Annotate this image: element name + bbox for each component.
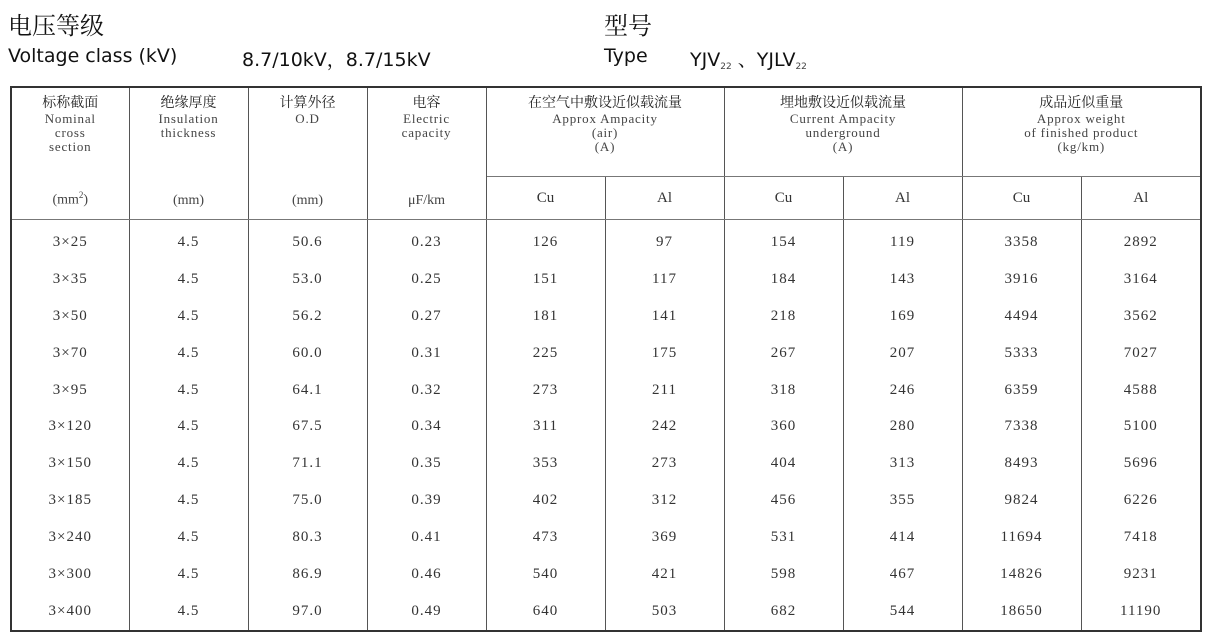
subheader-underground-cu: Cu [724,177,843,220]
table-cell: 4.5 [129,298,248,335]
type-value-2: YJLV [756,49,796,71]
table-cell: 71.1 [248,445,367,482]
table-cell: 14826 [962,556,1081,593]
table-cell: 0.35 [367,445,486,482]
table-cell: 4.5 [129,593,248,631]
voltage-class-value: 8.7/10kV，8.7/15kV [242,49,431,71]
table-cell: 6226 [1081,482,1201,519]
table-cell: 242 [605,408,724,445]
table-cell: 4.5 [129,445,248,482]
table-cell: 4.5 [129,482,248,519]
table-cell: 9824 [962,482,1081,519]
header-od-unit: (mm) [291,193,324,208]
type-cn-label: 型号 [604,12,652,40]
header-capacity-cn: 电容 [412,95,441,111]
table-cell: 640 [486,593,605,631]
table-cell: 3358 [962,220,1081,261]
table-cell: 5100 [1081,408,1201,445]
table-row [11,335,1201,372]
table-cell: 4.5 [129,220,248,261]
header-insulation-en1: Insulation [158,111,219,126]
table-cell: 0.41 [367,519,486,556]
table-cell: 184 [724,261,843,298]
table-cell: 4.5 [129,408,248,445]
table-cell: 126 [486,220,605,261]
table-cell: 3×25 [11,220,129,261]
header-insulation-en2: thickness [160,125,217,140]
table-cell: 355 [843,482,962,519]
table-cell: 0.49 [367,593,486,631]
unit-mm: (mm [52,193,79,208]
table-cell: 3×70 [11,335,129,372]
header-ampacity-air-en3: (A) [594,139,616,154]
table-cell: 503 [605,593,724,631]
unit-close: ) [83,193,89,208]
table-cell: 151 [486,261,605,298]
table-cell: 531 [724,519,843,556]
table-cell: 4.5 [129,261,248,298]
table-cell: 353 [486,445,605,482]
table-cell: 67.5 [248,408,367,445]
header-ampacity-underground-cn: 埋地敷设近似载流量 [780,95,906,111]
subheader-weight-cu: Cu [962,177,1081,220]
table-cell: 682 [724,593,843,631]
table-cell: 218 [724,298,843,335]
header-insulation [129,87,248,220]
table-cell: 0.39 [367,482,486,519]
header-insulation-cn: 绝缘厚度 [160,95,217,111]
table-cell: 9231 [1081,556,1201,593]
table-cell: 3×300 [11,556,129,593]
table-cell: 181 [486,298,605,335]
table-cell: 3164 [1081,261,1201,298]
table-cell: 18650 [962,593,1081,631]
table-cell: 0.34 [367,408,486,445]
table-cell: 3×150 [11,445,129,482]
table-cell: 97 [605,220,724,261]
table-cell: 97.0 [248,593,367,631]
table-cell: 0.23 [367,220,486,261]
cable-spec-table [10,86,1202,632]
table-cell: 273 [605,445,724,482]
table-cell: 56.2 [248,298,367,335]
table-cell: 211 [605,372,724,409]
header-nominal-section-en1: Nominal [44,111,96,126]
table-row [11,593,1201,631]
table-row [11,556,1201,593]
table-cell: 360 [724,408,843,445]
table-cell: 75.0 [248,482,367,519]
table-cell: 11694 [962,519,1081,556]
table-cell: 3×35 [11,261,129,298]
table-cell: 11190 [1081,593,1201,631]
table-row [11,372,1201,409]
header-nominal-section-unit [12,190,129,209]
header-nominal-section-en2: cross [54,125,86,140]
table-cell: 369 [605,519,724,556]
table-cell: 175 [605,335,724,372]
table-cell: 246 [843,372,962,409]
header-od-cn: 计算外径 [279,95,336,111]
table-cell: 86.9 [248,556,367,593]
type-sub-1: 22 [720,62,732,72]
table-cell: 0.25 [367,261,486,298]
table-cell: 7027 [1081,335,1201,372]
table-cell: 3×240 [11,519,129,556]
type-en-label: Type [604,45,648,67]
table-cell: 154 [724,220,843,261]
header-od-en1: O.D [295,111,320,126]
table-cell: 3916 [962,261,1081,298]
subheader-weight-al: Al [1081,177,1201,220]
header-ampacity-air-cn: 在空气中敷设近似载流量 [528,95,682,111]
header-ampacity-underground-en1: Current Ampacity [789,111,897,126]
table-cell: 0.46 [367,556,486,593]
table-cell: 3×120 [11,408,129,445]
subheader-air-cu: Cu [486,177,605,220]
header-od [248,87,367,220]
table-cell: 4588 [1081,372,1201,409]
table-cell: 544 [843,593,962,631]
header-capacity-en1: Electric [403,111,450,126]
table-cell: 0.31 [367,335,486,372]
header-weight-en1: Approx weight [1036,111,1126,126]
table-cell: 4494 [962,298,1081,335]
table-cell: 4.5 [129,556,248,593]
table-cell: 280 [843,408,962,445]
table-cell: 311 [486,408,605,445]
table-cell: 3×400 [11,593,129,631]
table-cell: 0.32 [367,372,486,409]
table-cell: 6359 [962,372,1081,409]
table-cell: 3×50 [11,298,129,335]
table-cell: 318 [724,372,843,409]
table-cell: 50.6 [248,220,367,261]
voltage-class-cn-label: 电压等级 [8,12,104,40]
header-capacity-unit: μF/km [407,193,446,208]
table-cell: 312 [605,482,724,519]
type-value-1: YJV [690,49,721,71]
table-cell: 8493 [962,445,1081,482]
table-cell: 225 [486,335,605,372]
subheader-air-al: Al [605,177,724,220]
table-cell: 119 [843,220,962,261]
table-cell: 141 [605,298,724,335]
table-cell: 414 [843,519,962,556]
header-capacity [367,87,486,220]
type-sub-2: 22 [795,62,807,72]
table-cell: 273 [486,372,605,409]
unit-sup: 2 [78,190,84,201]
table-row [11,408,1201,445]
table-cell: 80.3 [248,519,367,556]
table-cell: 143 [843,261,962,298]
header-weight-cn: 成品近似重量 [1039,95,1124,111]
header-nominal-section [11,87,129,220]
table-row [11,519,1201,556]
table-row [11,220,1201,261]
header-ampacity-underground-en3: (A) [832,139,854,154]
subheader-underground-al: Al [843,177,962,220]
table-cell: 4.5 [129,519,248,556]
header-nominal-section-en3: section [49,139,92,154]
table-cell: 456 [724,482,843,519]
header-ampacity-air-en1: Approx Ampacity [552,111,658,126]
header-capacity-en2: capacity [401,125,452,140]
table-cell: 598 [724,556,843,593]
table-cell: 3562 [1081,298,1201,335]
header-ampacity-air [486,87,724,177]
table-cell: 467 [843,556,962,593]
table-cell: 117 [605,261,724,298]
table-cell: 313 [843,445,962,482]
table-row [11,298,1201,335]
table-cell: 207 [843,335,962,372]
table-cell: 4.5 [129,372,248,409]
table-row [11,261,1201,298]
table-cell: 3×95 [11,372,129,409]
header-weight-en2: of finished product [1024,125,1139,140]
voltage-class-en-label: Voltage class (kV) [8,45,178,67]
table-cell: 404 [724,445,843,482]
table-cell: 64.1 [248,372,367,409]
table-cell: 5333 [962,335,1081,372]
table-cell: 7418 [1081,519,1201,556]
table-cell: 267 [724,335,843,372]
header-ampacity-underground-en2: underground [805,125,881,140]
header-weight [962,87,1201,177]
table-cell: 473 [486,519,605,556]
table-cell: 7338 [962,408,1081,445]
table-cell: 3×185 [11,482,129,519]
header-insulation-unit: (mm) [172,193,205,208]
table-cell: 4.5 [129,335,248,372]
table-cell: 402 [486,482,605,519]
table-cell: 0.27 [367,298,486,335]
header-nominal-section-cn: 标称截面 [42,95,99,111]
header-ampacity-underground [724,87,962,177]
table-cell: 60.0 [248,335,367,372]
type-separator: 、 [737,49,757,71]
table-row [11,482,1201,519]
table-cell: 421 [605,556,724,593]
table-cell: 540 [486,556,605,593]
table-body [11,220,1201,631]
table-row [11,445,1201,482]
header-ampacity-air-en2: (air) [591,125,619,140]
table-cell: 5696 [1081,445,1201,482]
table-cell: 2892 [1081,220,1201,261]
type-value [690,45,807,72]
table-cell: 53.0 [248,261,367,298]
table-cell: 169 [843,298,962,335]
header-weight-en3: (kg/km) [1057,139,1105,154]
